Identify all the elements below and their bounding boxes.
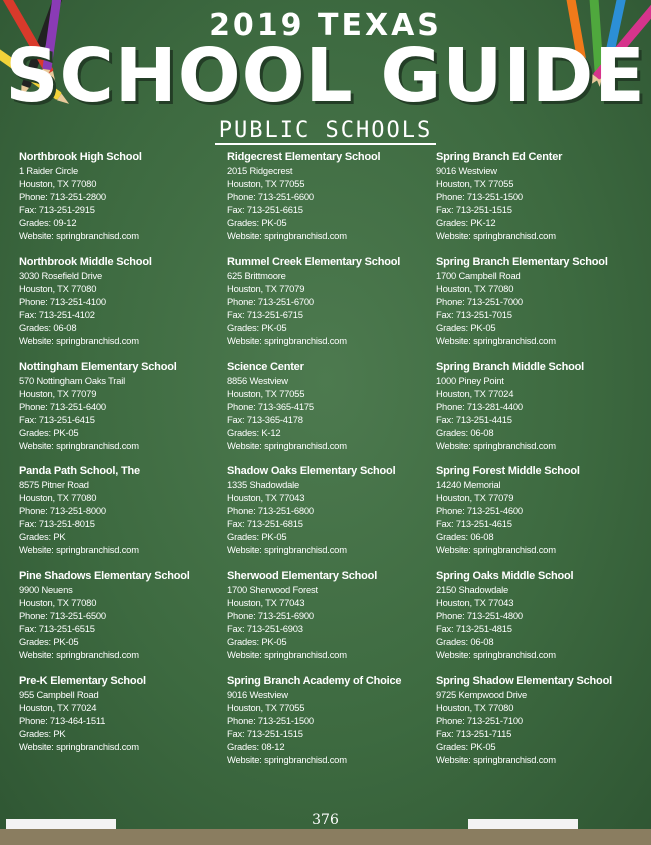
school-name: Spring Branch Middle School (436, 360, 584, 373)
school-city: Houston, TX 77043 (227, 492, 305, 504)
school-grades: Grades: 09-12 (19, 217, 77, 228)
school-city: Houston, TX 77055 (436, 178, 514, 189)
school-fax: Fax: 713-251-1515 (227, 727, 303, 739)
page-number: 376 (312, 812, 339, 828)
school-grades: Grades: PK-05 (19, 426, 79, 438)
school-column (436, 151, 636, 780)
school-grades: Grades: PK (19, 531, 66, 543)
section-title-text: PUBLIC SCHOOLS (215, 118, 436, 145)
school-entry (19, 361, 219, 466)
school-grades: Grades: 08-12 (227, 740, 285, 752)
school-entry (436, 570, 636, 675)
school-name: Rummel Creek Elementary School (227, 255, 401, 268)
school-fax: Fax: 713-251-6903 (227, 623, 303, 635)
school-address: 1700 Campbell Road (436, 269, 521, 281)
school-phone: Phone: 713-251-6700 (227, 295, 314, 307)
school-website: Website: springbranchisd.com (19, 740, 139, 752)
school-fax: Fax: 713-251-4102 (19, 308, 95, 320)
school-address: 14240 Memorial (436, 479, 501, 491)
section-title (0, 118, 651, 143)
school-phone: Phone: 713-251-6500 (19, 610, 106, 622)
school-phone: Phone: 713-251-1500 (436, 191, 523, 202)
school-entry (227, 256, 427, 361)
school-name: Spring Branch Academy of Choice (227, 674, 402, 687)
school-entry (227, 361, 427, 466)
school-website: Website: springbranchisd.com (227, 544, 347, 556)
school-name: Sherwood Elementary School (227, 570, 378, 583)
school-grades: Grades: PK-05 (436, 321, 496, 333)
school-name: Spring Branch Elementary School (436, 255, 608, 268)
school-phone: Phone: 713-251-6800 (227, 505, 314, 517)
school-city: Houston, TX 77024 (436, 387, 514, 399)
school-grades: Grades: PK-05 (227, 321, 287, 333)
school-entry (19, 675, 219, 780)
school-entry (436, 361, 636, 466)
school-phone: Phone: 713-251-1500 (227, 714, 314, 726)
school-name: Spring Shadow Elementary School (436, 674, 612, 687)
school-column (19, 151, 219, 780)
school-phone: Phone: 713-251-6900 (227, 610, 314, 622)
school-city: Houston, TX 77080 (19, 492, 97, 504)
school-website: Website: springbranchisd.com (227, 230, 347, 241)
school-address: 1335 Shadowdale (227, 479, 300, 491)
school-website: Website: springbranchisd.com (436, 649, 556, 661)
school-city: Houston, TX 77055 (227, 178, 305, 189)
school-name: Pre-K Elementary School (19, 674, 146, 687)
school-address: 9900 Neuens (19, 584, 73, 596)
school-column (227, 151, 427, 780)
school-website: Website: springbranchisd.com (227, 753, 347, 765)
school-grades: Grades: K-12 (227, 426, 281, 438)
school-phone: Phone: 713-251-2800 (19, 191, 106, 202)
school-website: Website: springbranchisd.com (19, 334, 139, 346)
school-entry (436, 151, 636, 256)
school-city: Houston, TX 77080 (19, 597, 97, 609)
school-address: 625 Brittmoore (227, 269, 286, 281)
school-address: 1000 Piney Point (436, 374, 504, 386)
school-address: 8856 Westview (227, 374, 288, 386)
school-entry (227, 570, 427, 675)
school-phone: Phone: 713-251-8000 (19, 505, 106, 517)
school-website: Website: springbranchisd.com (436, 334, 556, 346)
school-entry (19, 151, 219, 256)
school-grades: Grades: PK-05 (227, 531, 287, 543)
school-name: Nottingham Elementary School (19, 360, 177, 373)
school-phone: Phone: 713-365-4175 (227, 400, 314, 412)
school-website: Website: springbranchisd.com (19, 544, 139, 556)
school-fax: Fax: 713-251-6815 (227, 518, 303, 530)
school-address: 955 Campbell Road (19, 688, 99, 700)
school-city: Houston, TX 77080 (19, 282, 97, 294)
school-grades: Grades: PK-05 (227, 217, 287, 228)
school-grades: Grades: PK-12 (436, 217, 496, 228)
school-address: 2015 Ridgecrest (227, 165, 293, 176)
school-fax: Fax: 713-251-6715 (227, 308, 303, 320)
school-city: Houston, TX 77080 (436, 701, 514, 713)
school-grades: Grades: 06-08 (436, 426, 494, 438)
school-address: 9016 Westview (227, 688, 288, 700)
school-phone: Phone: 713-464-1511 (19, 714, 106, 726)
school-entry (436, 465, 636, 570)
school-phone: Phone: 713-251-7100 (436, 714, 523, 726)
school-address: 9725 Kempwood Drive (436, 688, 528, 700)
school-city: Houston, TX 77079 (19, 387, 97, 399)
school-phone: Phone: 713-251-4600 (436, 505, 523, 517)
school-city: Houston, TX 77079 (227, 282, 305, 294)
school-name: Ridgecrest Elementary School (227, 151, 381, 163)
header-year: 2019 TEXAS (209, 8, 442, 43)
school-website: Website: springbranchisd.com (19, 649, 139, 661)
school-phone: Phone: 713-251-6600 (227, 191, 314, 202)
school-website: Website: springbranchisd.com (19, 439, 139, 451)
school-fax: Fax: 713-251-8015 (19, 518, 95, 530)
school-name: Science Center (227, 360, 304, 373)
school-fax: Fax: 713-251-4615 (436, 518, 512, 530)
school-city: Houston, TX 77055 (227, 701, 305, 713)
school-entry (227, 151, 427, 256)
school-website: Website: springbranchisd.com (436, 753, 556, 765)
school-entry (227, 465, 427, 570)
school-name: Northbrook Middle School (19, 255, 152, 268)
school-fax: Fax: 713-251-6515 (19, 623, 95, 635)
school-fax: Fax: 713-251-6415 (19, 413, 95, 425)
school-fax: Fax: 713-365-4178 (227, 413, 303, 425)
school-name: Shadow Oaks Elementary School (227, 465, 396, 478)
school-entry (19, 256, 219, 361)
school-website: Website: springbranchisd.com (436, 230, 556, 241)
school-city: Houston, TX 77043 (436, 597, 514, 609)
school-name: Northbrook High School (19, 151, 142, 163)
school-website: Website: springbranchisd.com (436, 544, 556, 556)
school-city: Houston, TX 77079 (436, 492, 514, 504)
school-address: 9016 Westview (436, 165, 497, 176)
school-phone: Phone: 713-251-7000 (436, 295, 523, 307)
school-entry (436, 256, 636, 361)
school-entry (19, 570, 219, 675)
school-website: Website: springbranchisd.com (227, 439, 347, 451)
school-address: 8575 Pitner Road (19, 479, 89, 491)
school-entry (436, 675, 636, 780)
school-city: Houston, TX 77080 (19, 178, 97, 189)
school-grades: Grades: 06-08 (19, 321, 77, 333)
school-city: Houston, TX 77055 (227, 387, 305, 399)
school-city: Houston, TX 77043 (227, 597, 305, 609)
school-name: Spring Branch Ed Center (436, 151, 563, 163)
school-grades: Grades: PK-05 (19, 636, 79, 648)
school-website: Website: springbranchisd.com (227, 649, 347, 661)
school-phone: Phone: 713-251-4100 (19, 295, 106, 307)
school-name: Panda Path School, The (19, 465, 140, 478)
school-website: Website: springbranchisd.com (436, 439, 556, 451)
school-fax: Fax: 713-251-7115 (436, 727, 512, 739)
school-grades: Grades: 06-08 (436, 636, 494, 648)
school-phone: Phone: 713-251-6400 (19, 400, 106, 412)
school-fax: Fax: 713-251-2915 (19, 204, 95, 215)
school-grades: Grades: PK (19, 727, 66, 739)
school-grades: Grades: PK-05 (436, 740, 496, 752)
school-entry (19, 465, 219, 570)
school-city: Houston, TX 77080 (436, 282, 514, 294)
school-website: Website: springbranchisd.com (19, 230, 139, 241)
school-address: 570 Nottingham Oaks Trail (19, 374, 125, 386)
school-address: 2150 Shadowdale (436, 584, 509, 596)
school-fax: Fax: 713-251-6615 (227, 204, 303, 215)
school-fax: Fax: 713-251-4815 (436, 623, 512, 635)
page-title: SCHOOL GUIDE (5, 33, 646, 119)
school-phone: Phone: 713-281-4400 (436, 400, 523, 412)
school-name: Spring Oaks Middle School (436, 570, 574, 583)
school-entry (227, 675, 427, 780)
school-name: Spring Forest Middle School (436, 465, 580, 478)
school-phone: Phone: 713-251-4800 (436, 610, 523, 622)
school-address: 1700 Sherwood Forest (227, 584, 318, 596)
school-fax: Fax: 713-251-7015 (436, 308, 512, 320)
school-name: Pine Shadows Elementary School (19, 570, 190, 583)
school-website: Website: springbranchisd.com (227, 334, 347, 346)
school-grades: Grades: 06-08 (436, 531, 494, 543)
school-grades: Grades: PK-05 (227, 636, 287, 648)
school-city: Houston, TX 77024 (19, 701, 97, 713)
school-fax: Fax: 713-251-4415 (436, 413, 512, 425)
school-fax: Fax: 713-251-1515 (436, 204, 512, 215)
school-address: 1 Raider Circle (19, 165, 78, 176)
school-address: 3030 Rosefield Drive (19, 269, 103, 281)
chalkboard-ledge (0, 829, 651, 845)
